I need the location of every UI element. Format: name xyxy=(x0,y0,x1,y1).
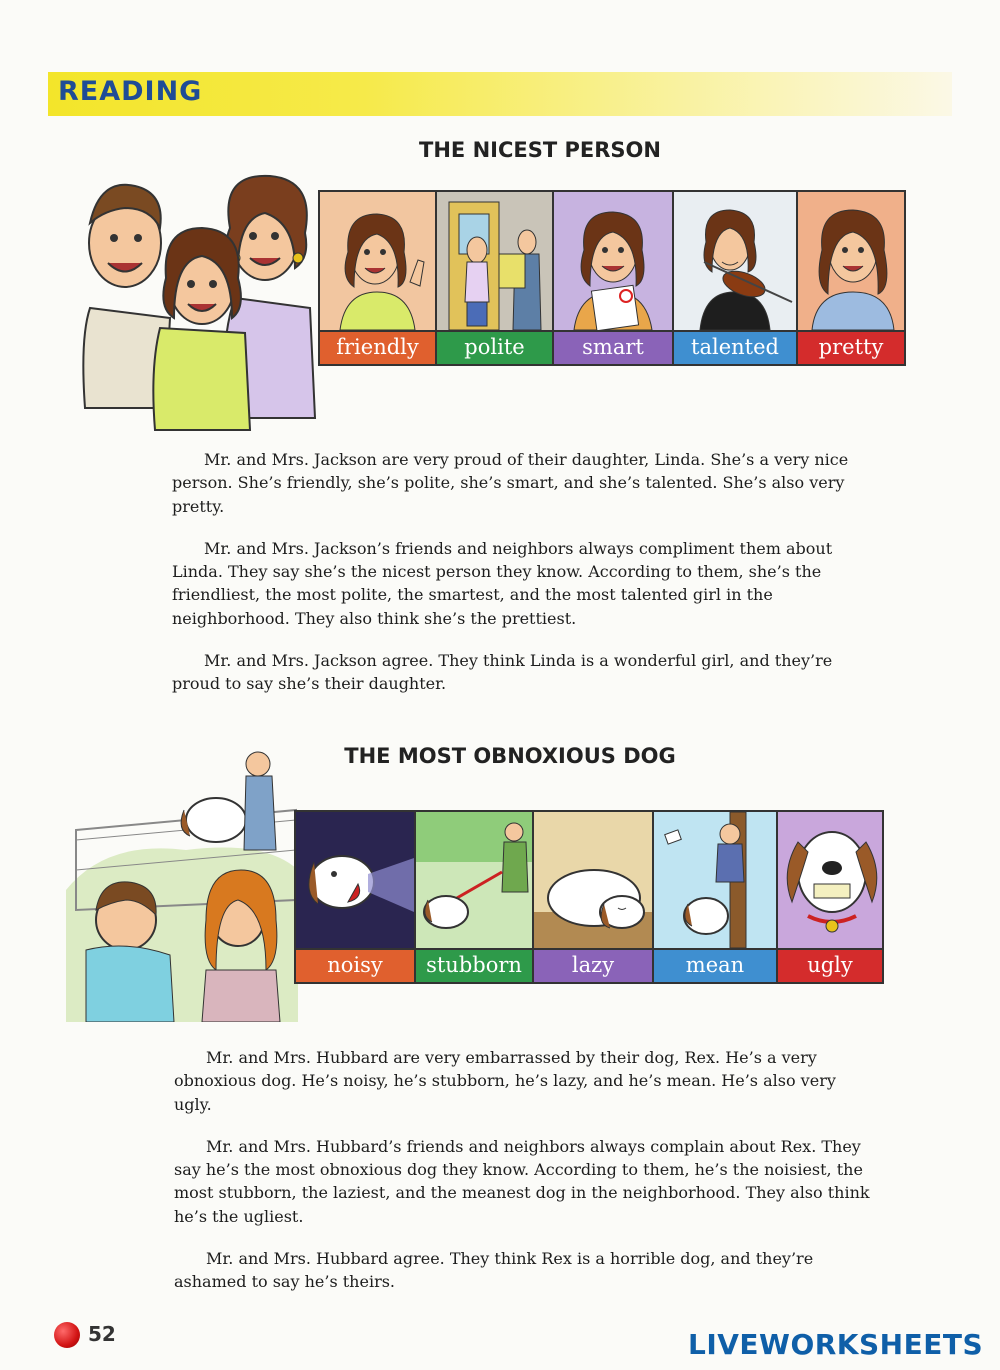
label-noisy: noisy xyxy=(296,948,414,982)
label-ugly: ugly xyxy=(778,948,882,982)
reading-label: READING xyxy=(58,76,203,107)
neighbors-illustration xyxy=(66,740,298,1022)
section1-paragraph-3: Mr. and Mrs. Jackson agree. They think Linda is a wonderful girl, and they’re proud to say she’s their daughter. xyxy=(172,651,833,694)
friendly-girl-image xyxy=(320,192,435,330)
label-stubborn: stubborn xyxy=(416,948,532,982)
panel-ugly xyxy=(778,812,882,982)
section1-text xyxy=(172,448,872,696)
panel-polite xyxy=(437,192,554,364)
adjective-strip-1 xyxy=(318,190,906,366)
mean-dog-image xyxy=(654,812,776,948)
section2-paragraph-3: Mr. and Mrs. Hubbard agree. They think Rex is a horrible dog, and they’re ashamed to say he’s theirs. xyxy=(174,1249,814,1292)
label-pretty: pretty xyxy=(798,330,904,364)
panel-stubborn xyxy=(416,812,534,982)
section1-paragraph-1: Mr. and Mrs. Jackson are very proud of their daughter, Linda. She’s a very nice person. She’s friendly, she’s polite, she’s smart, and she’s talented. She’s also very pretty. xyxy=(172,450,849,516)
label-polite: polite xyxy=(437,330,552,364)
panel-lazy xyxy=(534,812,654,982)
panel-noisy xyxy=(296,812,416,982)
label-talented: talented xyxy=(674,330,796,364)
section2-paragraph-2: Mr. and Mrs. Hubbard’s friends and neighbors always complain about Rex. They say he’s the most obnoxious dog they know. According to them, he’s the noisiest, the most stubborn, the laziest, and the meanest dog in the neighborhood. They also think he’s the ugliest. xyxy=(174,1136,870,1226)
stubborn-dog-image xyxy=(416,812,532,948)
panel-pretty xyxy=(798,192,904,364)
talented-girl-image xyxy=(674,192,796,330)
page-number: 52 xyxy=(88,1322,116,1346)
label-smart: smart xyxy=(554,330,672,364)
adjective-strip-2 xyxy=(294,810,884,984)
panel-mean xyxy=(654,812,778,982)
noisy-dog-image xyxy=(296,812,414,948)
pretty-girl-image xyxy=(798,192,904,330)
section-title-obnoxious-dog: THE MOST OBNOXIOUS DOG xyxy=(344,744,676,768)
section1-paragraph-2: Mr. and Mrs. Jackson’s friends and neighbors always compliment them about Linda. They say she’s the nicest person they know. According to them, she’s the friendliest, the most polite, the smartest, and the most talented girl in the neighborhood. They also think she’s the prettiest. xyxy=(172,538,833,628)
label-mean: mean xyxy=(654,948,776,982)
label-lazy: lazy xyxy=(534,948,652,982)
section2-text xyxy=(174,1046,874,1294)
panel-smart xyxy=(554,192,674,364)
section2-paragraph-1: Mr. and Mrs. Hubbard are very embarrassed by their dog, Rex. He’s a very obnoxious dog. He’s noisy, he’s stubborn, he’s lazy, and he’s mean. He’s also very ugly. xyxy=(174,1048,836,1114)
panel-friendly xyxy=(320,192,437,364)
panel-talented xyxy=(674,192,798,364)
smart-girl-image xyxy=(554,192,672,330)
section-title-nicest-person: THE NICEST PERSON xyxy=(419,138,661,162)
ugly-dog-image xyxy=(778,812,882,948)
liveworksheets-logo: LIVEWORKSHEETS xyxy=(688,1328,984,1361)
polite-girl-image xyxy=(437,192,552,330)
family-illustration xyxy=(70,168,320,440)
label-friendly: friendly xyxy=(320,330,435,364)
page-marker-icon xyxy=(54,1322,80,1348)
lazy-dog-image xyxy=(534,812,652,948)
